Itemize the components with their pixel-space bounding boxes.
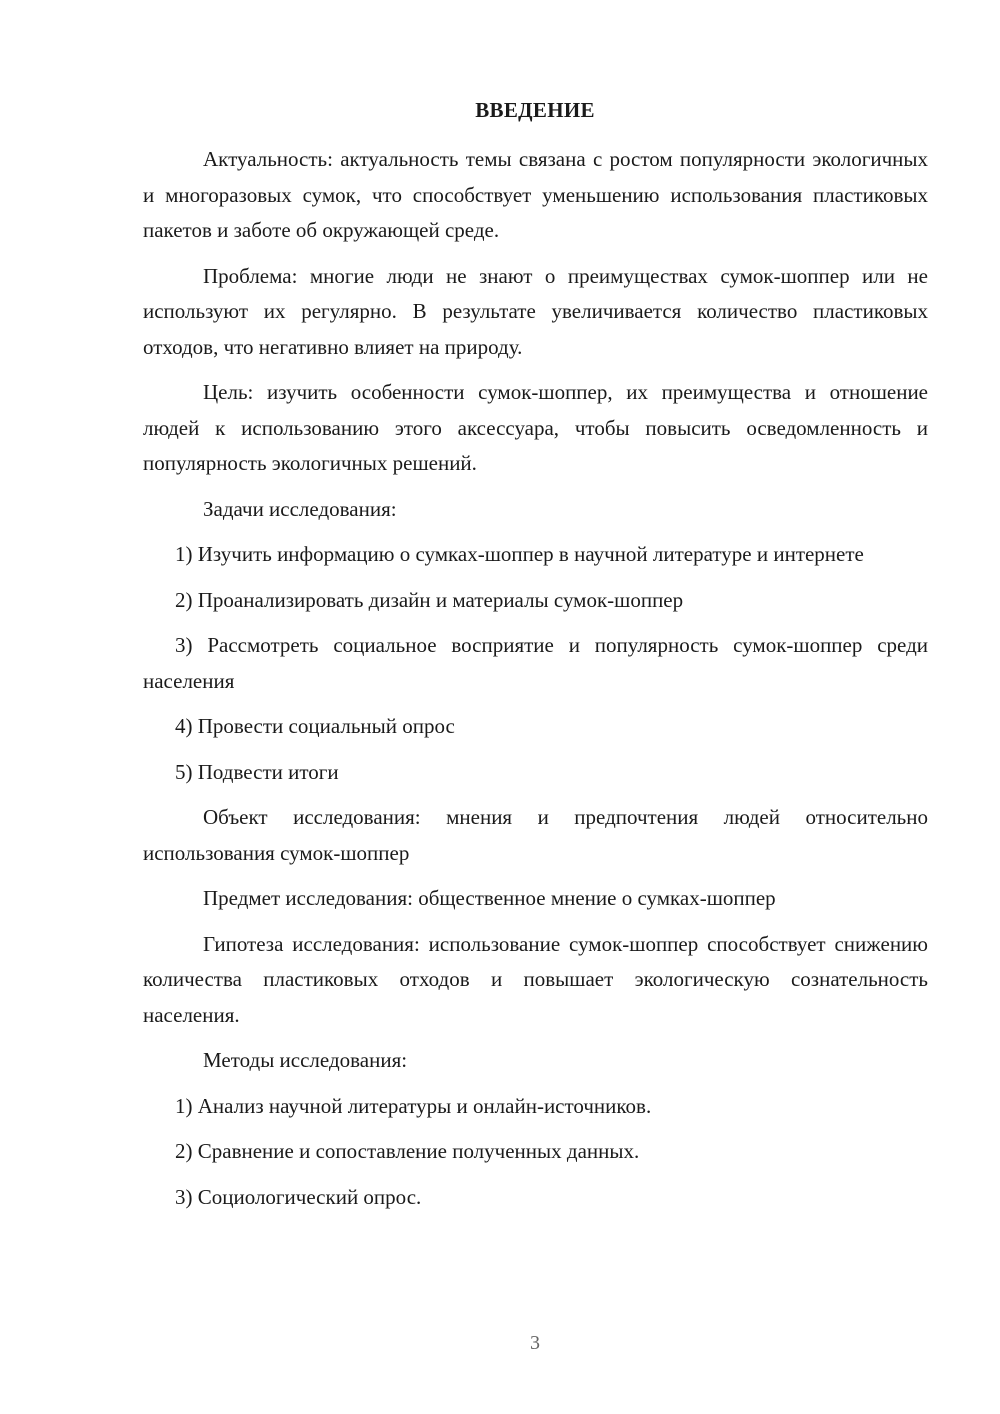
paragraph-subject: Предмет исследования: общественное мнение о сумках-шоппер [203, 886, 776, 910]
paragraph-goal: Цель: изучить особенности сумок-шоппер, их преимущества и отношение людей к использованию этого аксессуара, чтобы повысить осведомленность и популярность экологичных решений. [143, 380, 928, 475]
section-title: ВВЕДЕНИЕ [475, 98, 595, 122]
task-item: 2) Проанализировать дизайн и материалы сумок-шоппер [175, 587, 684, 612]
methods-heading: Методы исследования: [203, 1048, 408, 1072]
section-body [143, 142, 928, 1225]
page-number: 3 [530, 1332, 540, 1354]
paragraph-relevance: Актуальность: актуальность темы связана с ростом популярности экологичных и многоразовых сумок, что способствует уменьшению использования пластиковых пакетов и заботе об окружающей среде. [143, 147, 928, 242]
task-item: 1) Изучить информацию о сумках-шоппер в научной литературе и интернете [175, 542, 864, 566]
paragraph-problem: Проблема: многие люди не знают о преимуществах сумок-шоппер или не используют их регулярно. В результате увеличивается количество пластиковых отходов, что негативно влияет на природу. [143, 263, 928, 359]
task-item: 5) Подвести итоги [175, 759, 339, 784]
method-item: 2) Сравнение и сопоставление полученных данных. [175, 1139, 640, 1163]
method-item: 3) Социологический опрос. [175, 1184, 422, 1209]
task-item: 3) Рассмотреть социальное восприятие и популярность сумок-шоппер среди населения [143, 633, 928, 693]
paragraph-hypothesis: Гипотеза исследования: использование сумок-шоппер способствует снижению количества пластиковых отходов и повышает экологическую сознательность населения. [143, 931, 928, 1027]
paragraph-object: Объект исследования: мнения и предпочтения людей относительно использования сумок-шоппер [143, 805, 928, 865]
tasks-heading: Задачи исследования: [203, 496, 397, 521]
task-item: 4) Провести социальный опрос [175, 714, 455, 738]
method-item: 1) Анализ научной литературы и онлайн-источников. [175, 1093, 652, 1118]
